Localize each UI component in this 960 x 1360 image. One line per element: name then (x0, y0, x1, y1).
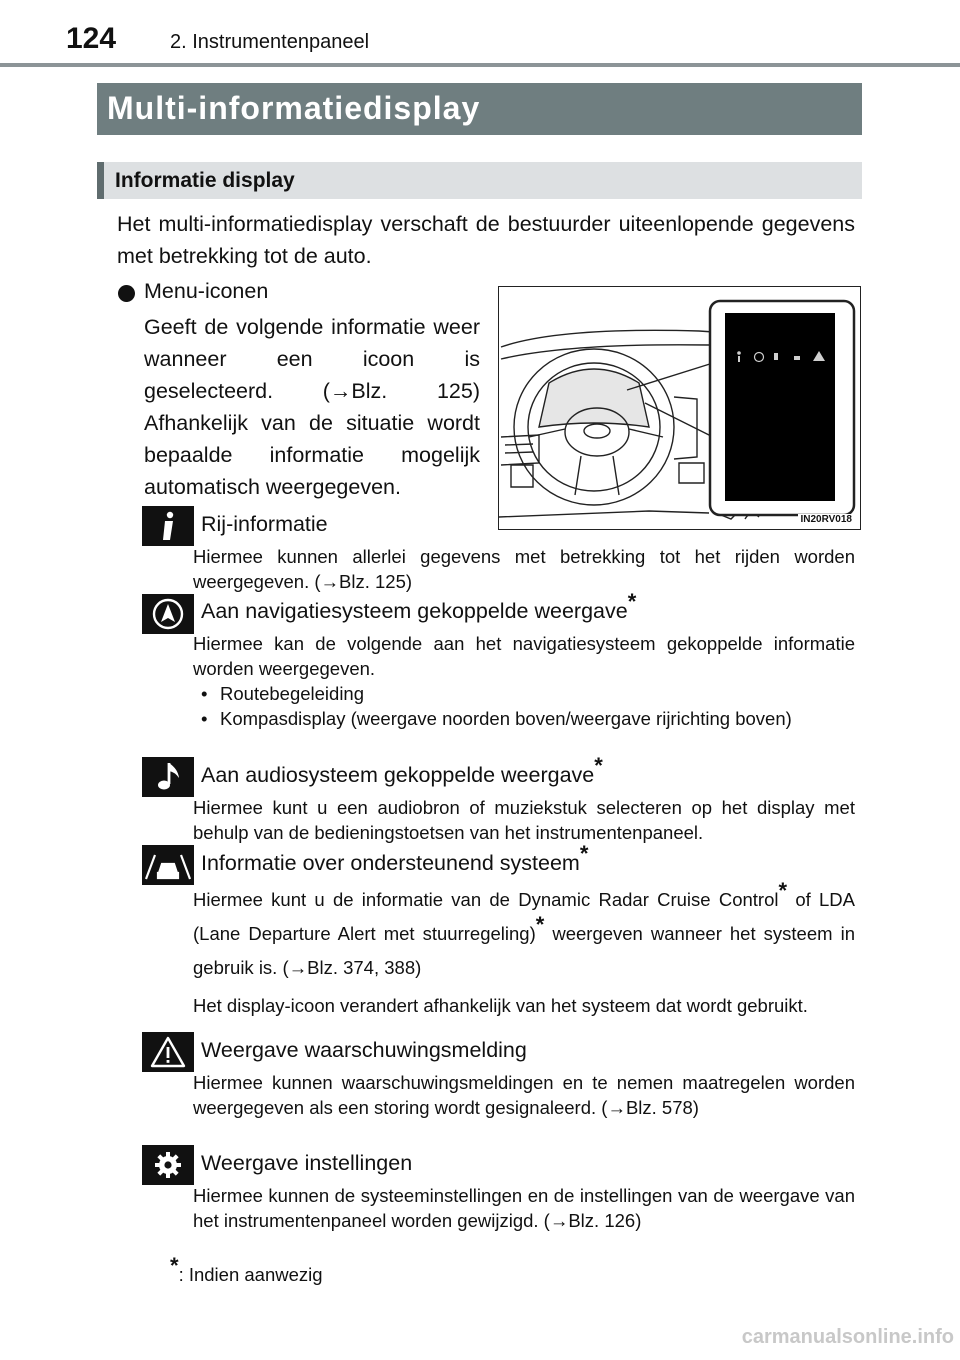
item-body-instellingen: Hiermee kunnen de systeeminstellingen en de instellingen van de weergave van het instrumentenpaneel worden gewijzigd. (→Blz. 126) (193, 1185, 855, 1231)
watermark: carmanualsonline.info (741, 1326, 954, 1348)
gear-icon (142, 1145, 194, 1185)
page-number: 124 (66, 22, 117, 55)
figure-code: IN20RV018 (800, 514, 852, 525)
dashboard-illustration (498, 286, 861, 530)
item-title-rij-informatie: Rij-informatie (201, 512, 328, 536)
section-title-bar (97, 83, 862, 135)
item-body-waarschuwing: Hiermee kunnen waarschuwingsmeldingen en te nemen maatregelen worden weergegeven als een storing wordt gesignaleerd. (→Blz. 578) (193, 1072, 855, 1118)
bullet-icon (118, 285, 135, 302)
subsection-marker (97, 162, 104, 199)
item-title-navigatie: Aan navigatiesysteem gekoppelde weergave* (201, 588, 637, 623)
item-title-waarschuwing: Weergave waarschuwingsmelding (201, 1038, 527, 1062)
header-rule (0, 63, 960, 67)
chapter-title: 2. Instrumentenpaneel (170, 31, 370, 53)
bullet-body: Geeft de volgende informatie weer wanneer een icoon is geselecteerd. (→Blz. 125) Afhankelijk van de situatie wordt bepaalde informatie mogelijk automatisch weergegeven. (144, 315, 480, 499)
info-icon (142, 506, 194, 546)
item-title-ondersteunend: Informatie over ondersteunend systeem* (201, 840, 589, 875)
item-title-instellingen: Weergave instellingen (201, 1151, 413, 1175)
footnote: *: Indien aanwezig (170, 1252, 323, 1285)
footnote-star: * (627, 588, 637, 614)
item-body-audio: Hiermee kunt u een audiobron of muziekstuk selecteren op het display met behulp van de bedieningstoetsen van het instrumentenpaneel. (193, 797, 855, 843)
section-title: Multi-informatiedisplay (107, 90, 481, 126)
footnote-star: * (579, 840, 589, 866)
warning-triangle-icon (142, 1032, 194, 1072)
item-body-navigatie: Hiermee kan de volgende aan het navigatiesysteem gekoppelde informatie worden weergegeven. • Routebegeleiding • Kompasdisplay (weergave noorden boven/weergave rijrichting boven) (193, 631, 855, 731)
intro-paragraph: Het multi-informatiedisplay verschaft de bestuurder uiteenlopende gegevens met betrekking tot de auto. (117, 212, 855, 268)
navigation-icon (142, 594, 194, 634)
list-item: • Routebegeleiding (193, 681, 855, 706)
list-item: • Kompasdisplay (weergave noorden boven/weergave rijrichting boven) (193, 706, 855, 731)
item-body-rij-informatie: Hiermee kunnen allerlei gegevens met betrekking tot het rijden worden weergegeven. (→Blz. 125) (193, 546, 855, 592)
item-title-audio: Aan audiosysteem gekoppelde weergave* (201, 752, 603, 787)
steering-wheel-illustration (499, 287, 861, 530)
music-note-icon (142, 757, 194, 797)
footnote-star: * (594, 752, 603, 778)
subsection-title-bar (97, 162, 862, 199)
bullet-title: Menu-iconen (144, 279, 269, 303)
subsection-title: Informatie display (115, 169, 295, 192)
driving-assist-icon (142, 845, 194, 885)
item-body-ondersteunend: Hiermee kunt u de informatie van de Dynamic Radar Cruise Control* of LDA (Lane Departure Alert met stuurregeling)* weergeven wanneer het systeem in gebruik is. (→Blz. 374, 388) Het display-icoon verandert afhankelijk van het systeem dat wordt gebruikt. (193, 877, 855, 1016)
